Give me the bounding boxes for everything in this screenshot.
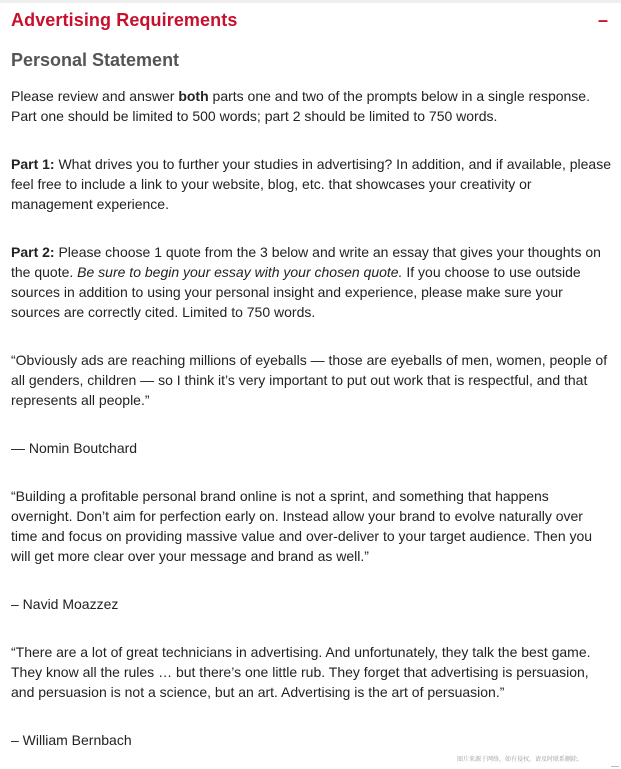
subsection-heading: Personal Statement: [11, 50, 180, 70]
corner-decoration: [611, 758, 619, 767]
watermark-text: 图片来源于网络，如有侵权，请及时联系删除。: [456, 756, 583, 763]
accordion-header[interactable]: [11, 8, 611, 34]
part2-instruction: Be sure to begin your essay with your chosen quote.: [77, 264, 403, 280]
quote-text: “There are a lot of great technicians in advertising. And unfortunately, they talk the best game. They know all the rules … but there’s one little rub. They forget that advertising is persuasion, and persuasion is not a science, but an art. Advertising is the art of persuasion.”: [11, 644, 591, 700]
part2-label: Part 2:: [11, 244, 55, 260]
part2-text-start: Please choose 1 quote from the 3 below and write an essay that gives your thoughts on the quote.: [11, 244, 601, 280]
part1-paragraph: [11, 154, 611, 214]
intro-text-start: Please review and answer: [11, 88, 179, 104]
part2-paragraph: [11, 242, 611, 322]
part1-text: What drives you to further your studies in advertising? In addition, and if available, please feel free to include a link to your website, blog, etc. that showcases your creativity or management experience.: [11, 156, 612, 212]
part1-label: Part 1:: [11, 156, 55, 172]
intro-emphasis: both: [178, 88, 209, 104]
accordion-content: [11, 48, 611, 750]
part2-text-end: If you choose to use outside sources in addition to using your personal insight and experience, please make sure your sources are correctly cited. Limited to 750 words.: [11, 264, 581, 320]
quote-author: – William Bernbach: [11, 732, 132, 748]
intro-text-end: parts one and two of the prompts below in a single response. Part one should be limited to 500 words; part 2 should be limited to 750 words.: [11, 88, 590, 124]
section-title: Advertising Requirements: [11, 10, 238, 30]
quote-author: — Nomin Boutchard: [11, 440, 138, 456]
quote-author: – Navid Moazzez: [11, 596, 119, 612]
top-border: [0, 0, 621, 3]
quote-text: “Building a profitable personal brand online is not a sprint, and something that happens overnight. Don’t aim for perfection early on. Instead allow your brand to evolve naturally over time and focus on providing massive value and over-deliver to your target audience. Then you will get more clear over your message and brand as well.”: [11, 488, 593, 564]
intro-paragraph: [11, 86, 611, 126]
quote-text: “Obviously ads are reaching millions of eyeballs — those are eyeballs of men, women, people of all genders, children — so I think it’s very important to put out work that is respectful, and that represents all people.”: [11, 352, 608, 408]
collapse-icon[interactable]: –: [597, 10, 608, 30]
